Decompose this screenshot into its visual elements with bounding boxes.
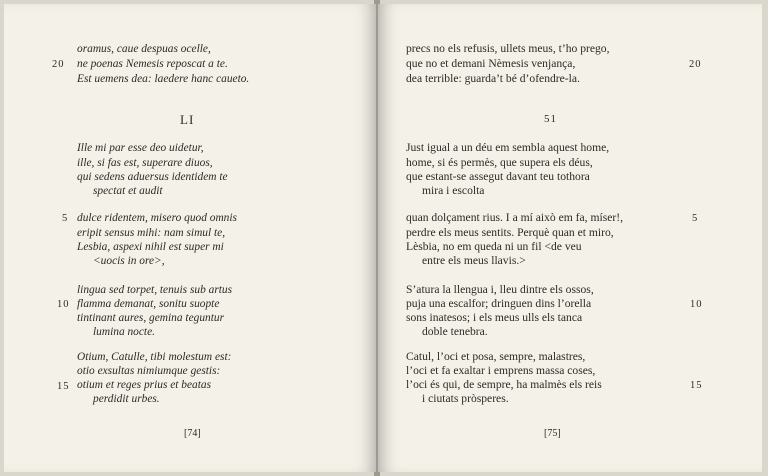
verse-line: quan dolçament rius. I a mí això em fa, míser!, bbox=[406, 211, 623, 224]
verse-line: l’oci és qui, de sempre, ha malmès els reis bbox=[406, 378, 602, 391]
verse-line: sons inatesos; i els meus ulls els tanca bbox=[406, 311, 583, 324]
verse-line: puja una escalfor; dringuen dins l’orella bbox=[406, 297, 592, 310]
verse-line: <uocis in ore>, bbox=[93, 255, 165, 267]
line-number: 5 bbox=[692, 213, 699, 224]
page-number: [74] bbox=[184, 428, 201, 439]
poem-heading: 51 bbox=[544, 113, 557, 125]
verse-line: Otium, Catulle, tibi molestum est: bbox=[77, 351, 232, 363]
line-number: 20 bbox=[689, 59, 702, 70]
verse-line: Catul, l’oci et posa, sempre, malastres, bbox=[406, 350, 586, 363]
verse-line: home, si és permès, que supera els déus, bbox=[406, 156, 593, 169]
verse-line: entre els meus llavis.> bbox=[422, 254, 526, 267]
verse-line: l’oci et fa exaltar i emprens massa coses, bbox=[406, 364, 596, 377]
verse-line: flamma demanat, sonitu suopte bbox=[77, 298, 220, 310]
verse-line: i ciutats pròsperes. bbox=[422, 392, 509, 405]
line-number: 20 bbox=[52, 59, 65, 70]
verse-line: que estant-se assegut davant teu tothora bbox=[406, 170, 590, 183]
verse-line: Est uemens dea: laedere hanc caueto. bbox=[77, 73, 250, 85]
verse-line: S’atura la llengua i, lleu dintre els ossos, bbox=[406, 283, 594, 296]
verse-line: mira i escolta bbox=[422, 184, 485, 197]
verse-line: spectat et audit bbox=[93, 185, 163, 197]
verse-line: precs no els refusis, ullets meus, t’ho prego, bbox=[406, 42, 610, 55]
verse-line: otio exsultas nimiumque gestis: bbox=[77, 365, 221, 377]
verse-line: ne poenas Nemesis reposcat a te. bbox=[77, 58, 228, 70]
verse-line: Just igual a un déu em sembla aquest home, bbox=[406, 141, 610, 154]
verse-line: otium et reges prius et beatas bbox=[77, 379, 212, 391]
poem-heading: LI bbox=[180, 112, 195, 127]
verse-line: ille, si fas est, superare diuos, bbox=[77, 157, 213, 169]
verse-line: tintinant aures, gemina teguntur bbox=[77, 312, 225, 324]
verse-line: perdre els meus sentits. Perquè quan et miro, bbox=[406, 226, 614, 239]
verse-line: qui sedens aduersus identidem te bbox=[77, 171, 228, 183]
line-number: 10 bbox=[57, 299, 70, 310]
verse-line: dea terrible: guarda’t bé d’ofendre-la. bbox=[406, 72, 580, 85]
verse-line: Lèsbia, no em queda ni un fil <de veu bbox=[406, 240, 582, 253]
verse-line: dulce ridentem, misero quod omnis bbox=[77, 212, 237, 224]
verse-line: Lesbia, aspexi nihil est super mi bbox=[77, 241, 224, 253]
line-number: 15 bbox=[690, 380, 703, 391]
verse-line: lingua sed torpet, tenuis sub artus bbox=[77, 284, 233, 296]
verse-line: eripit sensus mihi: nam simul te, bbox=[77, 227, 226, 239]
verse-line: oramus, caue despuas ocelle, bbox=[77, 43, 211, 55]
verse-line: perdidit urbes. bbox=[93, 393, 160, 405]
line-number: 10 bbox=[690, 299, 703, 310]
verse-line: Ille mi par esse deo uidetur, bbox=[77, 142, 204, 154]
verse-line: doble tenebra. bbox=[422, 325, 488, 338]
page-number: [75] bbox=[544, 428, 561, 439]
line-number: 5 bbox=[62, 213, 69, 224]
verse-line: lumina nocte. bbox=[93, 326, 156, 338]
line-number: 15 bbox=[57, 381, 70, 392]
verse-line: que no et demani Nèmesis venjança, bbox=[406, 57, 576, 70]
